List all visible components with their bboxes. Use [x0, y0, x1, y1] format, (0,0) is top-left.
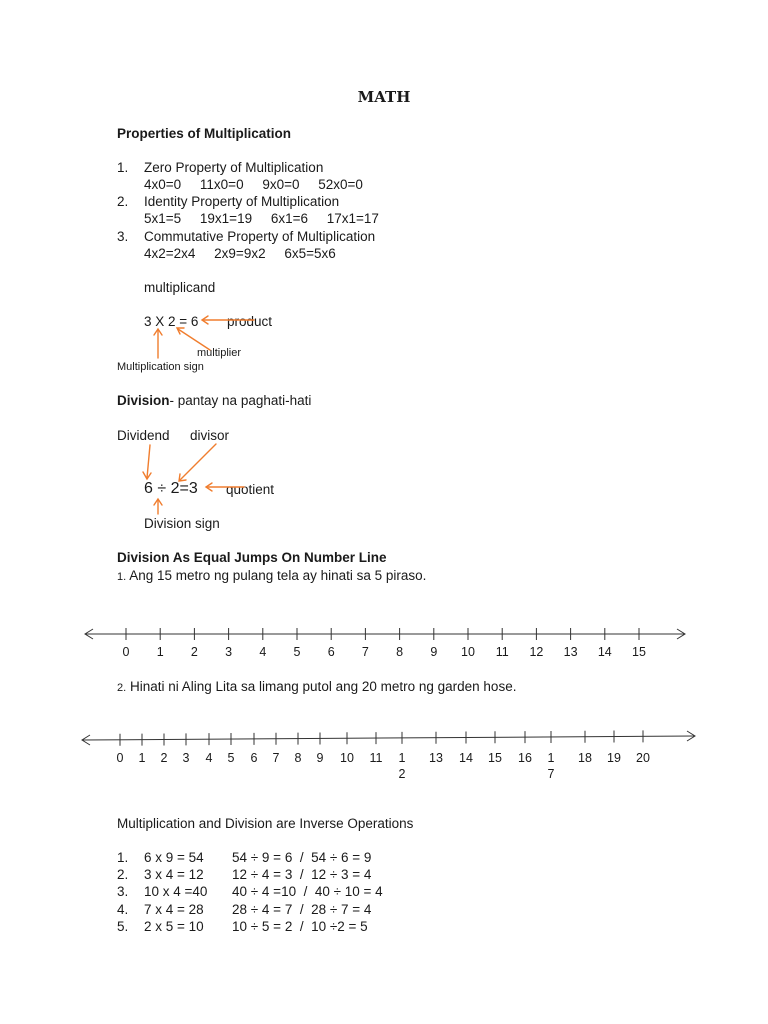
tick-label: 15	[488, 751, 502, 765]
problem-1-number: 1.	[117, 571, 127, 583]
property-examples: 4x2=2x4 2x9=9x2 6x5=5x6	[144, 246, 336, 261]
tick-label: 8	[396, 645, 404, 659]
jumps-heading: Division As Equal Jumps On Number Line	[117, 550, 387, 565]
property-name: Zero Property of Multiplication	[144, 160, 324, 175]
dividend-label: Dividend	[117, 428, 170, 443]
tick-label: 12	[529, 645, 544, 659]
tick-label: 6	[327, 645, 335, 659]
inverse-item-number: 1.	[117, 850, 129, 865]
inverse-heading: Multiplication and Division are Inverse Operations	[117, 816, 414, 831]
divisor-label: divisor	[190, 428, 230, 443]
axis-line	[82, 736, 695, 740]
tick-label: 18	[578, 751, 592, 765]
property-number: 2.	[117, 194, 129, 209]
multiplication-equation: 3 X 2 = 6	[144, 314, 199, 329]
inverse-division: 40 ÷ 4 =10 / 40 ÷ 10 = 4	[232, 884, 383, 900]
tick-label: 13	[429, 751, 443, 765]
inverse-multiplication: 10 x 4 =40	[144, 884, 208, 900]
inverse-item-number: 3.	[117, 884, 129, 900]
properties-heading: Properties of Multiplication	[117, 126, 292, 141]
tick-label: 0	[116, 751, 124, 765]
tick-label: 14	[459, 751, 473, 765]
tick-label: 6	[250, 751, 258, 765]
inverse-multiplication: 3 x 4 = 12	[144, 867, 204, 883]
tick-label: 15	[632, 645, 646, 659]
multiplier-label: multiplier	[197, 347, 242, 359]
inverse-multiplication: 7 x 4 = 28	[144, 901, 204, 917]
tick-label: 7	[272, 751, 280, 765]
tick-label: 4	[205, 751, 213, 765]
product-label: product	[227, 314, 273, 329]
division-meaning: - pantay na paghati-hati	[169, 393, 312, 408]
inverse-division: 10 ÷ 5 = 2 / 10 ÷2 = 5	[232, 918, 368, 934]
tick-label: 3	[182, 751, 190, 765]
tick-label: 0	[122, 645, 130, 659]
tick-label: 11	[495, 645, 509, 659]
inverse-multiplication: 6 x 9 = 54	[144, 850, 204, 865]
property-name: Commutative Property of Multiplication	[144, 229, 376, 244]
tick-label: 2	[190, 645, 198, 659]
tick-label: 8	[294, 751, 302, 765]
property-name: Identity Property of Multiplication	[144, 194, 340, 209]
tick-label: 14	[597, 645, 612, 659]
property-examples: 4x0=0 11x0=0 9x0=0 52x0=0	[144, 177, 363, 192]
property-number: 1.	[117, 160, 129, 175]
multiplicand-label: multiplicand	[144, 280, 216, 295]
tick-label: 1	[156, 645, 164, 659]
number-line-1	[85, 628, 685, 640]
tick-label: 5	[227, 751, 235, 765]
tick-label: 9	[316, 751, 324, 765]
division-equation: 6 ÷ 2=3	[144, 480, 198, 497]
tick-label: 4	[259, 645, 267, 659]
property-examples: 5x1=5 19x1=19 6x1=6 17x1=17	[144, 211, 379, 226]
inverse-item-number: 4.	[117, 901, 129, 917]
property-number: 3.	[117, 229, 129, 244]
problem-2-number: 2.	[117, 682, 127, 694]
annotation-arrows	[143, 316, 254, 514]
tick-label: 2	[160, 751, 168, 765]
tick-label: 16	[518, 751, 532, 765]
problem-1-text: Ang 15 metro ng pulang tela ay hinati sa 5 piraso.	[129, 568, 427, 583]
inverse-item-number: 5.	[117, 918, 129, 934]
tick-label: 5	[293, 645, 301, 659]
inverse-division: 54 ÷ 9 = 6 / 54 ÷ 6 = 9	[232, 850, 372, 865]
tick-label: 10	[461, 645, 475, 659]
tick-label: 13	[563, 645, 578, 659]
tick-label: 11	[369, 751, 383, 765]
tick-label: 3	[225, 645, 233, 659]
inverse-division: 28 ÷ 4 = 7 / 28 ÷ 7 = 4	[232, 901, 372, 917]
dividend-arrow	[147, 445, 150, 478]
tick-label: 10	[340, 751, 354, 765]
inverse-division: 12 ÷ 4 = 3 / 12 ÷ 3 = 4	[232, 867, 372, 883]
page-title: MATH	[357, 88, 411, 106]
tick-label: 19	[607, 751, 621, 765]
tick-label: 1 7	[547, 751, 555, 781]
tick-label: 1 2	[398, 751, 406, 781]
multiplication-sign-label: Multiplication sign	[117, 361, 204, 373]
quotient-label: quotient	[226, 482, 275, 497]
division-sign-label: Division sign	[144, 516, 220, 531]
divisor-arrow	[180, 444, 216, 480]
tick-label: 9	[430, 645, 438, 659]
inverse-multiplication: 2 x 5 = 10	[144, 918, 204, 934]
problem-2-text: Hinati ni Aling Lita sa limang putol ang 20 metro ng garden hose.	[129, 679, 517, 694]
tick-label: 1	[138, 751, 146, 765]
tick-label: 7	[361, 645, 369, 659]
tick-label: 20	[636, 751, 650, 765]
inverse-item-number: 2.	[117, 867, 129, 883]
number-line-2	[82, 730, 695, 745]
multiplier-arrow	[178, 329, 210, 350]
division-term: Division	[117, 393, 170, 408]
